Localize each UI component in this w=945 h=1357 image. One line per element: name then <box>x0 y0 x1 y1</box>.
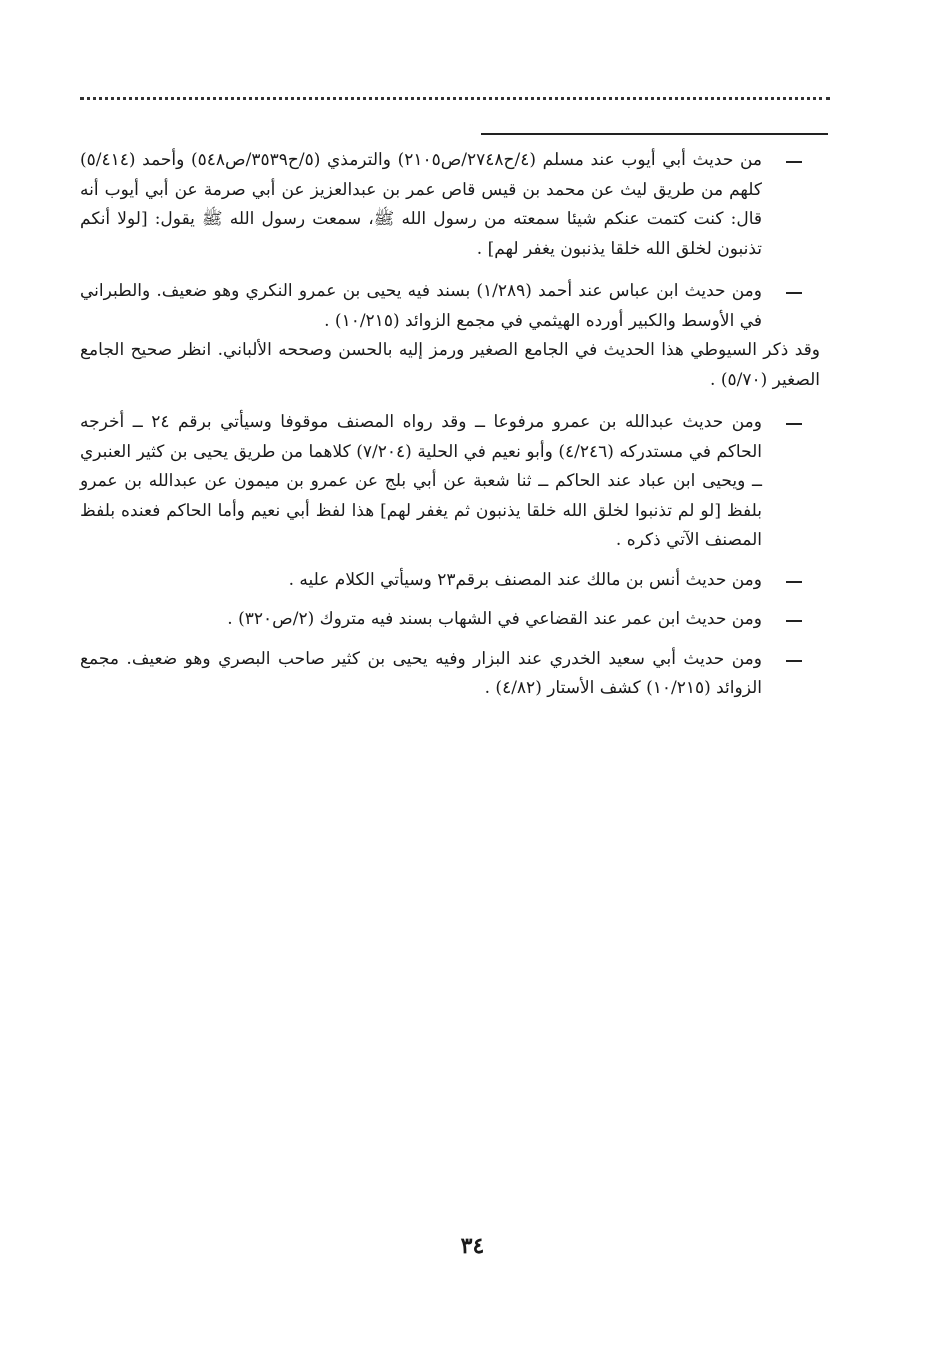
footnote-text: ومن حديث ابن عمر عند القضاعي في الشهاب بسند فيه متروك (٢/ص٣٢٠) . <box>227 609 762 629</box>
footnote-text: وقد ذكر السيوطي هذا الحديث في الجامع الصغير ورمز إليه بالحسن وصححه الألباني. انظر صحيح الجامع الصغير (٥/٧٠) . <box>80 340 820 390</box>
footnote-text: ومن حديث ابن عباس عند أحمد (١/٢٨٩) بسند فيه يحيى بن عمرو النكري وهو ضعيف. والطبراني في الأوسط والكبير أورده الهيثمي في مجمع الزوائد (١٠/٢١٥) . <box>80 281 762 331</box>
footnote-text: من حديث أبي أيوب عند مسلم (٤/ح٢٧٤٨/ص٢١٠٥) والترمذي (٥/ح٣٥٣٩/ص٥٤٨) وأحمد (٥/٤١٤) كلهم من طريق ليث عن محمد بن قيس قاص عمر بن عبدالعزيز عن أبي صرمة عن أبي أيوب أنه قال: كنت كتمت عنكم شيئا سمعته من رسول الله ﷺ، سمعت رسول الله ﷺ يقول: [لولا أنكم تذنبون لخلق الله خلقا يذنبون يغفر لهم] . <box>80 150 763 259</box>
footnote-dash <box>786 660 802 662</box>
footnote-ibn-abbas <box>80 277 820 336</box>
footnote-text: ومن حديث أبي سعيد الخدري عند البزار وفيه يحيى بن كثير صاحب البصري وهو ضعيف. مجمع الزوائد (١٠/٢١٥) كشف الأستار (٤/٨٢) . <box>80 648 762 698</box>
footnote-text: ومن حديث أنس بن مالك عند المصنف برقم٢٣ وسيأتي الكلام عليه . <box>288 569 762 590</box>
footnote-separator-line <box>481 133 828 135</box>
footnote-suyuti-note <box>80 336 820 395</box>
footnotes-block <box>80 146 820 704</box>
footnote-dash <box>786 423 802 425</box>
footnote-abdullah-ibn-amr <box>80 408 820 556</box>
dotted-separator <box>80 97 830 100</box>
footnote-dash <box>786 161 802 163</box>
footnote-text: ومن حديث عبدالله بن عمرو مرفوعا ــ وقد رواه المصنف موقوفا وسيأتي برقم ٢٤ ــ أخرجه الحاكم في مستدركه (٤/٢٤٦) وأبو نعيم في الحلية (٧/٢٠٤) كلاهما من طريق يحيى بن كثير العنبري ــ ويحيى ابن عباد عند الحاكم ــ ثنا شعبة عن أبي بلج عن عمرو بن ميمون عن عبدالله بن عمرو بلفظ [لو لم تذنبوا لخلق الله خلقا يذنبون ثم يغفر لهم] هذا لفظ أبي نعيم وأما الحاكم فعنده بلفظ المصنف الآتي ذكره . <box>80 412 762 550</box>
footnote-dash <box>786 292 802 294</box>
footnote-anas <box>80 566 820 596</box>
footnote-abu-said <box>80 645 820 704</box>
footnote-ibn-umar <box>80 605 820 635</box>
footnote-dash <box>786 620 802 622</box>
footnote-abu-ayyub <box>80 146 820 264</box>
footnote-dash <box>786 581 802 583</box>
page-number: ٣٤ <box>460 1233 485 1259</box>
